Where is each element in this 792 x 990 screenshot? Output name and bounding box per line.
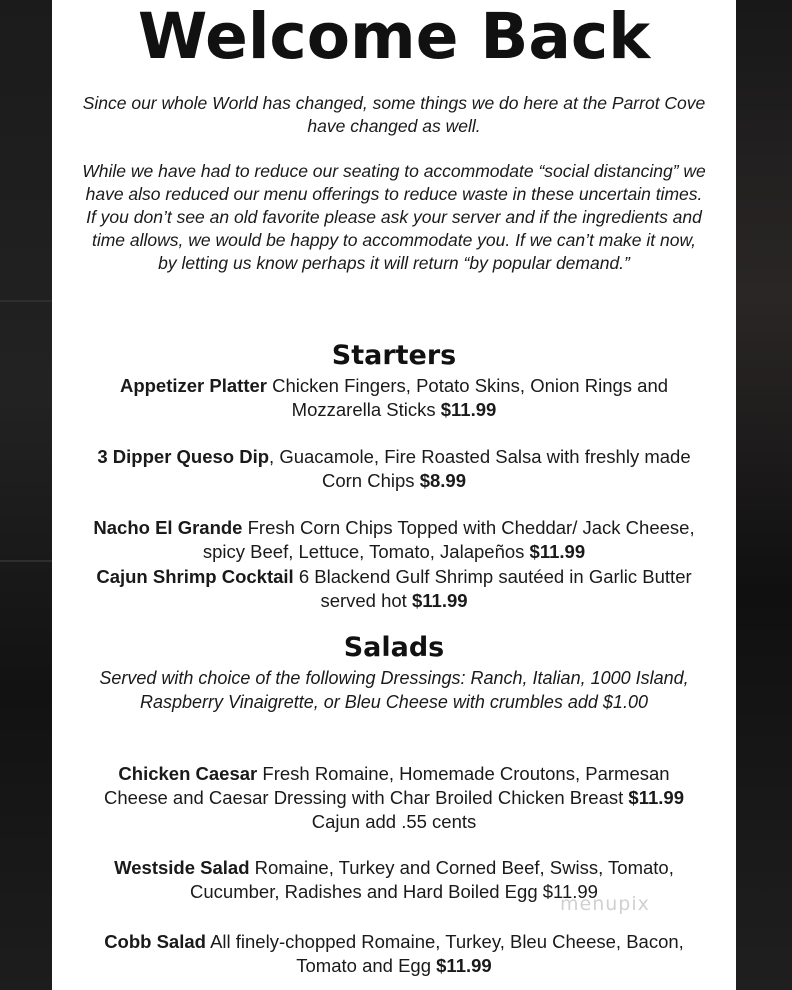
item-price: $11.99 [628, 787, 684, 808]
background-detail [0, 300, 52, 302]
item-price: $11.99 [440, 399, 497, 420]
section-heading-starters: Starters [331, 340, 457, 371]
item-description: 6 Blackend Gulf Shrimp sautéed in Garlic Butter served hot [293, 566, 692, 611]
intro-paragraph-1: Since our whole World has changed, some things we do here at the Parrot Cove have changed as well. [82, 93, 706, 136]
menu-item-cobb-salad [88, 930, 700, 978]
item-price: $11.99 [411, 590, 468, 611]
menu-item-nacho-el-grande [88, 516, 700, 564]
item-price: $11.99 [436, 955, 492, 976]
background-right [736, 0, 792, 990]
salads-dressing-note: Served with choice of the following Dressings: Ranch, Italian, 1000 Island, Raspberry Vinaigrette, or Bleu Cheese with crumbles add $1.00 [99, 668, 689, 712]
item-extra: Cajun add .55 cents [311, 811, 477, 832]
item-name: Cobb Salad [104, 931, 206, 952]
page-title: Welcome Back [137, 0, 651, 73]
background-left [0, 0, 52, 990]
intro-paragraph-2: While we have had to reduce our seating to accommodate “social distancing” we have also reduced our menu offerings to reduce waste in these uncertain times. If you don’t see an old favorite please ask your server and if the ingredients and time allows, we would be happy to accommodate you. If we can’t make it now, by letting us know perhaps it will return “by popular demand.” [82, 161, 706, 273]
menu-item-cajun-shrimp-cocktail [88, 565, 700, 613]
item-name: Cajun Shrimp Cocktail [96, 566, 294, 587]
menu-item-chicken-caesar [88, 762, 700, 834]
background-detail [0, 560, 52, 562]
item-description: All finely-chopped Romaine, Turkey, Bleu Cheese, Bacon, Tomato and Egg [205, 931, 684, 976]
watermark: menupix [560, 893, 650, 915]
item-name: 3 Dipper Queso Dip [97, 446, 270, 467]
section-heading-salads: Salads [343, 632, 445, 663]
item-price: $11.99 [529, 541, 586, 562]
menu-item-queso-dip [88, 445, 700, 493]
item-price: $8.99 [419, 470, 466, 491]
item-name: Nacho El Grande [93, 517, 243, 538]
item-name: Appetizer Platter [119, 375, 267, 396]
item-description: , Guacamole, Fire Roasted Salsa with freshly made Corn Chips [269, 446, 691, 491]
item-description: Romaine, Turkey and Corned Beef, Swiss, Tomato, Cucumber, Radishes and Hard Boiled Egg $11.99 [190, 857, 674, 902]
menu-page [52, 0, 736, 990]
item-name: Chicken Caesar [118, 763, 258, 784]
menu-item-appetizer-platter [88, 374, 700, 422]
item-description: Fresh Corn Chips Topped with Cheddar/ Jack Cheese, spicy Beef, Lettuce, Tomato, Jalapeños [202, 517, 695, 562]
item-description: Fresh Romaine, Homemade Croutons, Parmesan Cheese and Caesar Dressing with Char Broiled Chicken Breast [104, 763, 670, 808]
item-name: Westside Salad [114, 857, 250, 878]
item-description: Chicken Fingers, Potato Skins, Onion Rings and Mozzarella Sticks [266, 375, 669, 420]
